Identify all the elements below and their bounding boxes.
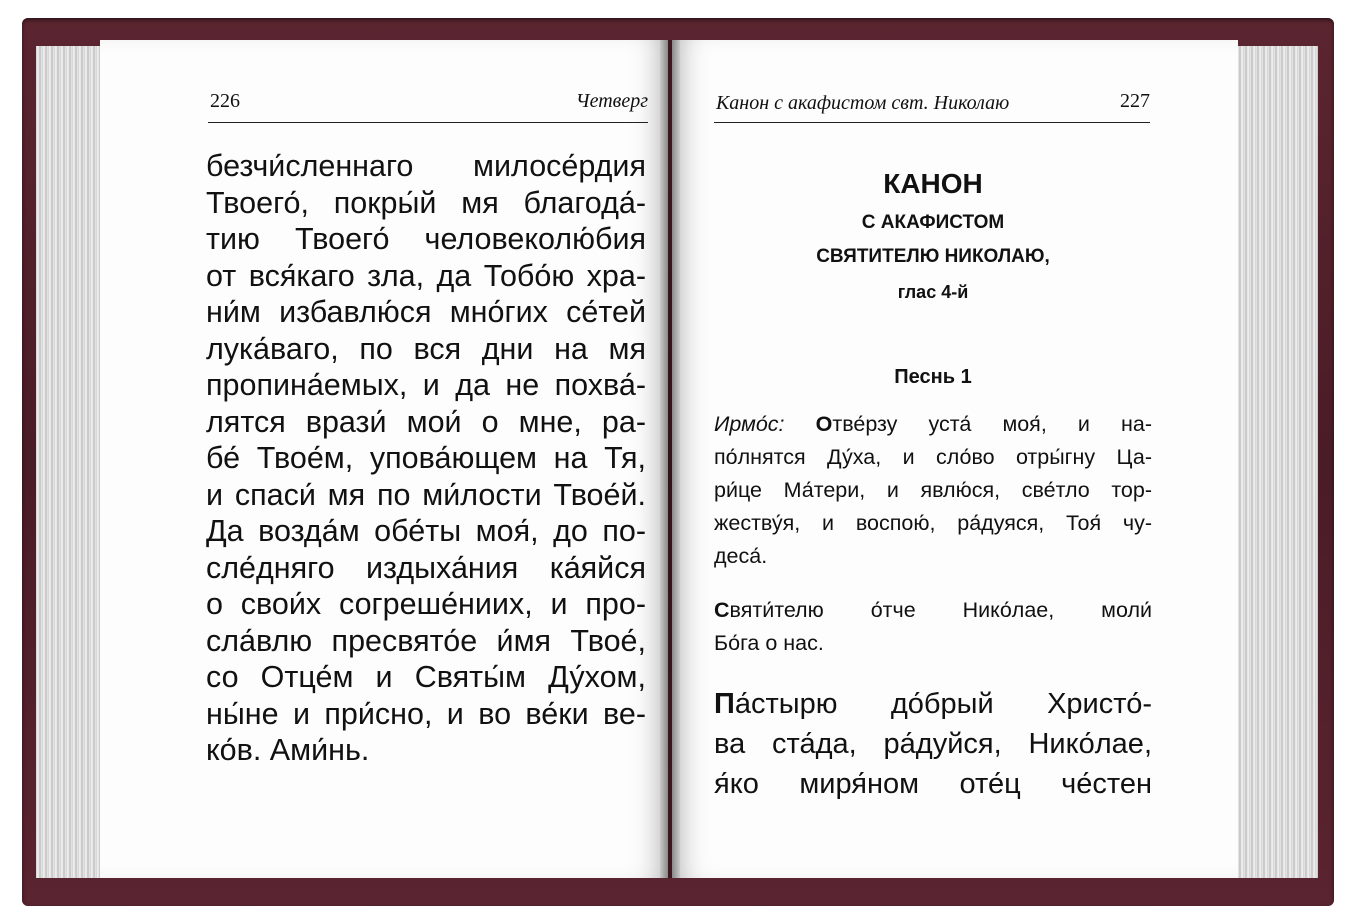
- left-text-line: ко́в. Ами́нь.: [206, 733, 370, 767]
- left-text-line: от вся́каго зла, да Тобо́ю хра-: [206, 258, 646, 293]
- refrain-line: Бо́га о нас.: [714, 631, 824, 655]
- song-heading: Песнь 1: [894, 366, 972, 388]
- book-spine: [660, 40, 680, 878]
- left-running-head: Четверг: [575, 90, 648, 112]
- left-text-line: ны́не и при́сно, и во ве́ки ве-: [206, 696, 646, 731]
- right-page-number: 227: [1120, 90, 1150, 112]
- left-text-line: Твоего́, покры́й мя благода́-: [206, 185, 646, 220]
- akathist-line: я́ко миря́ном оте́ц че́стен: [714, 768, 1152, 800]
- left-page-body: [206, 148, 646, 769]
- left-text-line: тию Твоего́ человеколю́бия: [206, 222, 646, 256]
- irmos-line: ри́це Ма́тери, и явлю́ся, све́тло тор-: [714, 478, 1152, 502]
- left-text-line: Да возда́м обе́ты моя́, до по-: [206, 514, 646, 548]
- akathist-line: Па́стырю до́брый Христо́-: [714, 688, 1152, 720]
- left-text-line: пропина́емых, и да не похва́-: [206, 368, 646, 402]
- canon-subtitle-2: СВЯТИТЕЛЮ НИКОЛАЮ,: [816, 246, 1050, 267]
- left-text-line: сле́дняго издыха́ния ка́яйся: [206, 550, 646, 585]
- left-text-line: сла́влю пресвято́е и́мя Твое́,: [206, 623, 646, 658]
- left-text-line: со Отце́м и Святы́м Ду́хом,: [206, 660, 646, 694]
- canon-tone: глас 4-й: [897, 282, 969, 302]
- refrain-line: Святи́телю о́тче Нико́лае, моли́: [714, 598, 1152, 622]
- left-text-line: ни́м избавлю́ся мно́гих се́тей: [206, 295, 646, 329]
- right-running-head: Канон с акафистом свт. Николаю: [716, 92, 1010, 114]
- left-text-line: и спаси́ мя по ми́лости Твое́й.: [206, 477, 646, 512]
- canon-title: КАНОН: [883, 168, 983, 199]
- right-header-rule: [714, 122, 1150, 123]
- left-text-line: лятся врази́ мои́ о мне, ра-: [206, 404, 646, 439]
- left-text-line: лука́ваго, по вся дни на мя: [206, 331, 646, 366]
- left-header-rule: [208, 122, 648, 123]
- canon-subtitle-1: С АКАФИСТОМ: [861, 212, 1005, 233]
- irmos-line: Ирмо́с: Отве́рзу уста́ моя́, и на-: [714, 412, 1152, 436]
- left-text-line: о свои́х согреше́ниих, и про-: [206, 587, 646, 621]
- irmos-line: по́лнятся Ду́ха, и сло́во отры́гну Ца-: [714, 445, 1152, 469]
- irmos-label: Ирмо́с:: [714, 412, 816, 436]
- page-edges-right: [1226, 46, 1318, 878]
- left-text-line: безчи́сленнаго милосе́рдия: [206, 149, 646, 183]
- irmos-line: деса́.: [714, 544, 768, 568]
- left-page-number: 226: [210, 90, 240, 112]
- akathist-line: ва ста́да, ра́дуйся, Нико́лае,: [714, 728, 1152, 760]
- left-text-line: бе́ Твое́м, упова́ющем на Тя,: [206, 441, 646, 475]
- irmos-line: жеству́я, и воспою́, ра́дуяся, Тоя́ чу-: [714, 511, 1152, 535]
